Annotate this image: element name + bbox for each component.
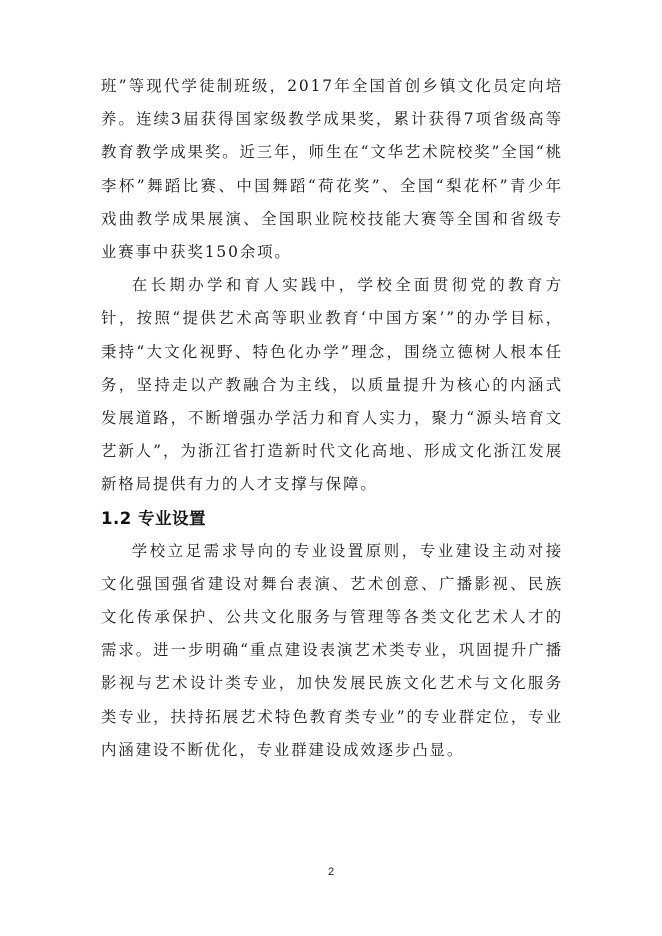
body-paragraph-awards: 班”等现代学徒制班级，2017年全国首创乡镇文化员定向培养。连续3届获得国家级教学成果奖，累计获得7项省级高等教育教学成果奖。近三年，师生在“文华艺术院校奖”全国“桃李杯”舞蹈比赛、中国舞蹈“荷花奖”、全国“梨花杯”青少年戏曲教学成果展演、全国职业院校技能大赛等全国和省级专业赛事中获奖150余项。 <box>101 77 563 262</box>
section-heading-major-setup: 1.2 专业设置 <box>101 508 206 528</box>
body-paragraph-major-setup: 学校立足需求导向的专业设置原则，专业建设主动对接文化强国强省建设对舞台表演、艺术创意、广播影视、民族文化传承保护、公共文化服务与管理等各类文化艺术人才的需求。进一步明确“重点建设表演艺术类专业，巩固提升广播影视与艺术设计类专业，加快发展民族文化艺术与文化服务类专业，扶持拓展艺术特色教育类专业”的专业群定位，专业内涵建设不断优化，专业群建设成效逐步凸显。 <box>101 541 563 759</box>
body-paragraph-mission: 在长期办学和育人实践中，学校全面贯彻党的教育方针，按照“提供艺术高等职业教育‘中国方案’”的办学目标，秉持“大文化视野、特色化办学”理念，围绕立德树人根本任务，坚持走以产教融合为主线，以质量提升为核心的内涵式发展道路，不断增强办学活力和育人实力，聚力“源头培育文艺新人”，为浙江省打造新时代文化高地、形成文化浙江发展新格局提供有力的人才支撑与保障。 <box>101 276 563 494</box>
document-page <box>101 70 563 767</box>
page-number: 2 <box>327 866 335 878</box>
